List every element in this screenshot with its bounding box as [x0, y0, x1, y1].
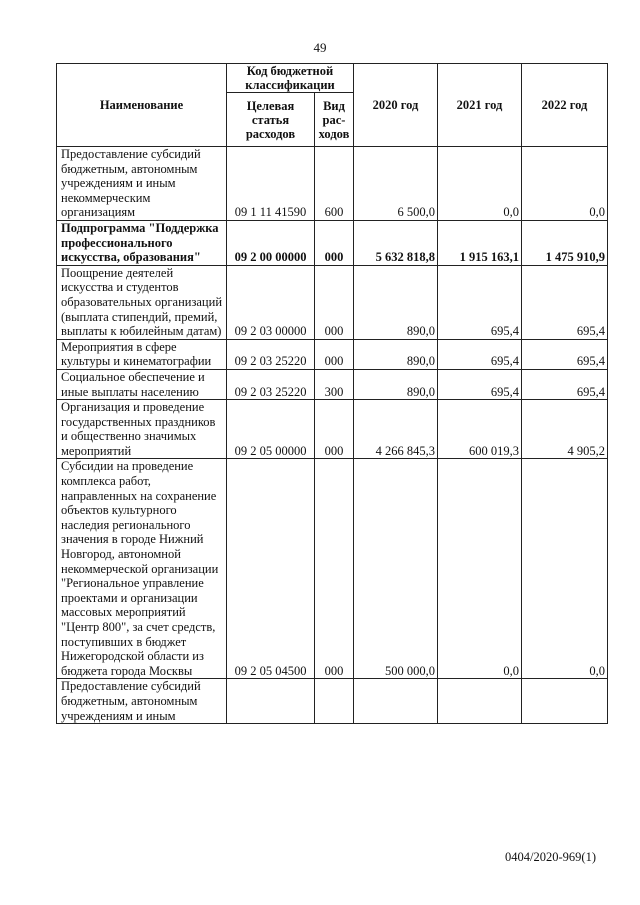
- row-value-2022: 695,4: [522, 369, 608, 399]
- row-value-2022: [522, 679, 608, 724]
- row-expense-type: 000: [315, 265, 354, 339]
- row-name: Субсидии на проведение комплекса работ, направленных на сохранение объектов культурного наследия регионального значения в городе Нижний Новгород, автономной некоммерческой организации "Региональное управление проектами и организации массовых мероприятий "Центр 800", за счет средств, поступивших в бюджет Нижегородской области из бюджета города Москвы: [57, 459, 227, 679]
- row-name: Организация и проведение государственных праздников и общественно значимых мероприятий: [57, 400, 227, 459]
- row-value-2021: 1 915 163,1: [438, 220, 522, 265]
- row-value-2022: 4 905,2: [522, 400, 608, 459]
- row-value-2020: 890,0: [354, 369, 438, 399]
- header-name: Наименование: [57, 64, 227, 147]
- row-value-2021: 0,0: [438, 147, 522, 221]
- row-value-2020: 5 632 818,8: [354, 220, 438, 265]
- row-value-2021: 0,0: [438, 459, 522, 679]
- table-row: [57, 339, 608, 369]
- row-expense-type: [315, 679, 354, 724]
- row-value-2021: 695,4: [438, 265, 522, 339]
- row-value-2021: 695,4: [438, 369, 522, 399]
- row-value-2020: 890,0: [354, 339, 438, 369]
- budget-table: [56, 63, 608, 724]
- row-value-2020: [354, 679, 438, 724]
- table-body: [57, 147, 608, 724]
- row-name: Предоставление субсидий бюджетным, автономным учреждениям и иным: [57, 679, 227, 724]
- table-row: [57, 265, 608, 339]
- row-value-2021: [438, 679, 522, 724]
- row-value-2022: 0,0: [522, 459, 608, 679]
- row-value-2022: 0,0: [522, 147, 608, 221]
- document-number: 0404/2020-969(1): [505, 850, 596, 864]
- row-value-2020: 890,0: [354, 265, 438, 339]
- table-row: [57, 147, 608, 221]
- row-target-article: 09 2 05 04500: [227, 459, 315, 679]
- row-target-article: 09 2 00 00000: [227, 220, 315, 265]
- header-target-article: Целевая статья расходов: [227, 93, 315, 147]
- row-value-2020: 6 500,0: [354, 147, 438, 221]
- table-row: [57, 369, 608, 399]
- row-target-article: 09 1 11 41590: [227, 147, 315, 221]
- row-expense-type: 600: [315, 147, 354, 221]
- row-value-2022: 695,4: [522, 339, 608, 369]
- table-row: [57, 459, 608, 679]
- header-2022: 2022 год: [522, 64, 608, 147]
- row-name: Подпрограмма "Поддержка профессионального искусства, образования": [57, 220, 227, 265]
- row-value-2020: 500 000,0: [354, 459, 438, 679]
- table-row: [57, 679, 608, 724]
- row-target-article: 09 2 03 00000: [227, 265, 315, 339]
- row-value-2020: 4 266 845,3: [354, 400, 438, 459]
- row-target-article: 09 2 05 00000: [227, 400, 315, 459]
- row-name: Мероприятия в сфере культуры и кинематографии: [57, 339, 227, 369]
- header-code-group: Код бюджетной классификации: [227, 64, 354, 93]
- header-2021: 2021 год: [438, 64, 522, 147]
- table-row: [57, 400, 608, 459]
- row-expense-type: 000: [315, 220, 354, 265]
- row-value-2021: 695,4: [438, 339, 522, 369]
- row-target-article: 09 2 03 25220: [227, 339, 315, 369]
- header-2020: 2020 год: [354, 64, 438, 147]
- row-name: Поощрение деятелей искусства и студентов образовательных организаций (выплата стипендий, премий, выплаты к юбилейным датам): [57, 265, 227, 339]
- row-value-2021: 600 019,3: [438, 400, 522, 459]
- row-value-2022: 1 475 910,9: [522, 220, 608, 265]
- row-expense-type: 000: [315, 400, 354, 459]
- page-number: 49: [313, 40, 327, 55]
- table-row: [57, 220, 608, 265]
- row-expense-type: 000: [315, 339, 354, 369]
- header-expense-type: Вид рас- ходов: [315, 93, 354, 147]
- row-value-2022: 695,4: [522, 265, 608, 339]
- row-target-article: 09 2 03 25220: [227, 369, 315, 399]
- row-target-article: [227, 679, 315, 724]
- row-expense-type: 000: [315, 459, 354, 679]
- row-expense-type: 300: [315, 369, 354, 399]
- row-name: Предоставление субсидий бюджетным, автономным учреждениям и иным некоммерческим организациям: [57, 147, 227, 221]
- row-name: Социальное обеспечение и иные выплаты населению: [57, 369, 227, 399]
